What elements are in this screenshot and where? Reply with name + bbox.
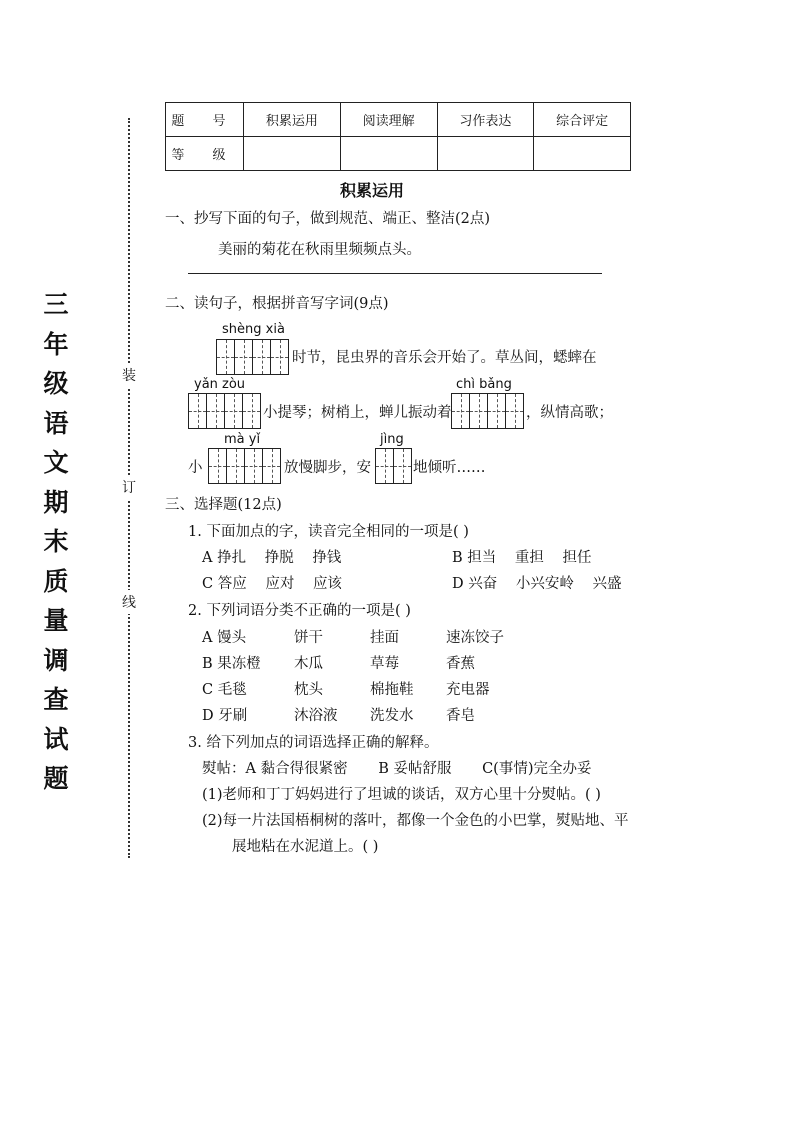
option-word: 速冻饺子 [446, 630, 504, 646]
option-word: 挣钱 [312, 550, 342, 566]
table-cell: 习作表达 [437, 103, 534, 137]
option-word: A 挣扎 [202, 550, 247, 566]
option-word: C 答应 [202, 576, 247, 592]
grade-input-cell[interactable] [534, 137, 631, 171]
q1-sentence: 美丽的菊花在秋雨里频频点头。 [218, 242, 421, 258]
q2-text-1: 时节，昆虫界的音乐会开始了。草丛间，蟋蟀在 [292, 350, 597, 366]
definition-c: C(事情)完全办妥 [482, 761, 592, 777]
binding-char-ding: 订 [122, 475, 136, 499]
option-word: 洗发水 [370, 708, 414, 724]
q3-3-definitions [202, 757, 592, 778]
q3-2-option-b[interactable] [202, 652, 475, 673]
option-word: 香蕉 [446, 656, 475, 672]
q2-text-2: 小提琴；树梢上，蝉儿振动着 [263, 405, 452, 421]
q3-1-option-d[interactable] [452, 572, 621, 593]
grade-input-cell[interactable] [437, 137, 534, 171]
vertical-title-char: 级 [43, 369, 69, 398]
vertical-exam-title [40, 285, 72, 799]
table-cell: 等 级 [166, 137, 244, 171]
option-word: 挂面 [370, 630, 399, 646]
char-grid-chibang[interactable] [451, 393, 524, 429]
pinyin-mayi: mà yǐ [224, 432, 261, 447]
q3-2-stem: 2. 下列词语分类不正确的一项是( ) [188, 603, 411, 619]
pinyin-shengxia: shèng xià [222, 322, 285, 337]
vertical-title-char: 质 [43, 566, 69, 596]
table-cell: 题 号 [166, 103, 244, 137]
table-cell: 阅读理解 [340, 103, 437, 137]
option-word: B 果冻橙 [202, 656, 261, 672]
table-cell: 综合评定 [534, 103, 631, 137]
char-grid-mayi[interactable] [208, 448, 281, 484]
option-word: B 担当 [452, 550, 497, 566]
vertical-title-char: 量 [43, 606, 69, 635]
option-word: 香皂 [446, 708, 475, 724]
score-table-header-row [166, 103, 631, 137]
q3-3-item-2-line1[interactable]: (2)每一片法国梧桐树的落叶，都像一个金色的小巴掌，熨贴地、平 [202, 813, 629, 829]
option-word: 应对 [265, 576, 295, 592]
q2-text-3: ，纵情高歌； [526, 405, 613, 421]
q3-3-item-2-line2[interactable]: 展地粘在水泥道上。( ) [232, 839, 379, 855]
option-word: 沐浴液 [294, 708, 338, 724]
option-word: 枕头 [294, 682, 323, 698]
q3-title: 三、选择题(12点) [165, 497, 282, 513]
vertical-title-char: 文 [43, 448, 69, 477]
option-word: 棉拖鞋 [370, 682, 414, 698]
q3-1-option-c[interactable] [202, 572, 342, 593]
definition-a: 熨帖：A 黏合得很紧密 [202, 761, 348, 777]
grade-input-cell[interactable] [244, 137, 341, 171]
grade-input-cell[interactable] [340, 137, 437, 171]
char-grid-yanzou[interactable] [188, 393, 261, 429]
q3-3-stem: 3. 给下列加点的词语选择正确的解释。 [188, 735, 439, 751]
pinyin-jing: jìng [380, 432, 404, 447]
score-table [165, 102, 631, 171]
vertical-title-char: 期 [43, 487, 69, 517]
q2-text-5: 放慢脚步，安 [284, 460, 371, 476]
char-grid-shengxia[interactable] [216, 339, 289, 375]
option-word: 草莓 [370, 656, 399, 672]
option-word: 应该 [312, 576, 342, 592]
q3-3-item-1[interactable]: (1)老师和丁丁妈妈进行了坦诚的谈话，双方心里十分熨帖。( ) [202, 787, 601, 803]
option-word: 木瓜 [294, 656, 323, 672]
option-word: 重担 [514, 550, 544, 566]
option-word: D 兴奋 [452, 576, 498, 592]
vertical-title-char: 末 [43, 527, 69, 556]
q1-title: 一、抄写下面的句子，做到规范、端正、整洁(2点) [165, 211, 491, 227]
option-word: 小兴安岭 [515, 576, 574, 592]
q3-1-stem: 1. 下面加点的字，读音完全相同的一项是( ) [188, 524, 469, 540]
q3-2-option-c[interactable] [202, 678, 490, 699]
option-word: C 毛毯 [202, 682, 247, 698]
table-cell: 积累运用 [244, 103, 341, 137]
vertical-title-char: 年 [43, 329, 69, 359]
q2-title: 二、读句子，根据拼音写字词(9点) [165, 296, 389, 312]
q2-text-6: 地倾听…… [413, 460, 486, 476]
vertical-title-char: 语 [43, 408, 69, 438]
q2-text-4: 小 [188, 460, 203, 476]
option-word: A 馒头 [202, 630, 247, 646]
option-word: 挣脱 [264, 550, 294, 566]
option-word: 充电器 [446, 682, 490, 698]
option-word: 兴盛 [592, 576, 622, 592]
vertical-title-char: 试 [43, 724, 69, 754]
vertical-title-char: 题 [43, 764, 69, 793]
q1-answer-line[interactable] [188, 273, 602, 274]
section-title: 积累运用 [340, 181, 405, 200]
pinyin-yanzou: yǎn zòu [194, 377, 246, 392]
vertical-title-char: 调 [43, 645, 69, 675]
pinyin-chibang: chì bǎng [456, 377, 512, 392]
option-word: D 牙刷 [202, 708, 248, 724]
score-table-grade-row [166, 137, 631, 171]
definition-b: B 妥帖舒服 [378, 761, 452, 777]
binding-char-xian: 线 [122, 590, 136, 614]
q3-2-option-a[interactable] [202, 626, 504, 647]
vertical-title-char: 三 [43, 290, 69, 319]
q3-1-option-b[interactable] [452, 546, 591, 567]
q3-1-option-a[interactable] [202, 546, 341, 567]
binding-char-zhuang: 装 [122, 363, 136, 387]
char-grid-jing[interactable] [375, 448, 412, 484]
option-word: 饼干 [294, 630, 323, 646]
option-word: 担任 [562, 550, 592, 566]
q3-2-option-d[interactable] [202, 704, 475, 725]
vertical-title-char: 查 [43, 685, 69, 714]
